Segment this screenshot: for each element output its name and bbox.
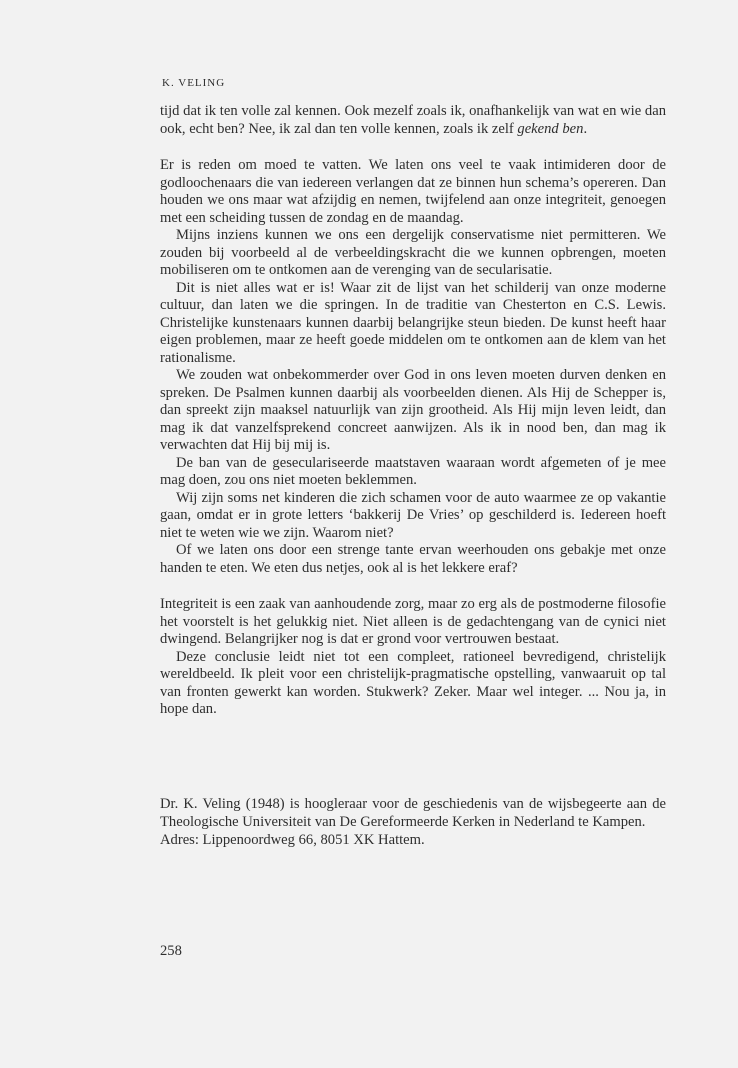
bio-text: Dr. K. Veling (1948) is hoogleraar voor de geschiedenis van de wijsbegeerte aan de Theologische Universiteit van De Gereformeerde Kerken in Nederland te Kampen.: [160, 796, 666, 830]
paragraph-2: Er is reden om moed te vatten. We laten ons veel te vaak intimideren door de godloochenaars die van iedereen verlangen dat ze binnen hun schema’s opereren. Dan houden we ons maar wat afzijdig en nemen, twijfelend aan onze integriteit, genoegen met een scheiding tussen de zondag en de maandag.: [160, 157, 666, 226]
paragraph-4: Dit is niet alles wat er is! Waar zit de lijst van het schilderij van onze moderne cultuur, dan laten we die springen. In de traditie van Chesterton en C.S. Lewis. Christelijke kunstenaars kunnen daarbij belangrijke steun bieden. De kunst heeft haar eigen problemen, maar ze heeft goede middelen om te ontkomen aan de klem van het rationalisme.: [160, 279, 666, 366]
page-number: 258: [160, 943, 182, 959]
paragraph-10: Deze conclusie leidt niet tot een compleet, rationeel bevredigend, christelijk wereldbeeld. Ik pleit voor een christelijk-pragmatische opstelling, vanwaaruit op tal van fronten gewerkt kan worden. Stukwerk? Zeker. Maar wel integer. ... Nou ja, in hope dan.: [160, 648, 666, 717]
section-gap: [160, 577, 666, 596]
section-gap: [160, 138, 666, 157]
author-bio: [160, 795, 666, 849]
article-body: [160, 103, 666, 719]
italic-phrase: gekend ben: [517, 120, 584, 137]
paragraph-1: tijd dat ik ten volle zal kennen. Ook mezelf zoals ik, onafhankelijk van wat en wie dan ook, echt ben? Nee, ik zal dan ten volle kennen, zoals ik zelf gekend ben.: [160, 103, 666, 137]
paragraph-9: Integriteit is een zaak van aanhoudende zorg, maar zo erg als de postmoderne filosofie het voorstelt is het gelukkig niet. Niet alleen is de gedachtengang van de cynici niet dwingend. Belangrijker nog is dat er grond voor vertrouwen bestaat.: [160, 596, 666, 647]
paragraph-7: Wij zijn soms net kinderen die zich schamen voor de auto waarmee ze op vakantie gaan, omdat er in grote letters ‘bakkerij De Vries’ op geschilderd is. Iedereen hoeft niet te weten wie we zijn. Waarom niet?: [160, 489, 666, 541]
paragraph-8: Of we laten ons door een strenge tante ervan weerhouden ons gebakje met onze handen te eten. We eten dus netjes, ook al is het lekkere eraf?: [160, 542, 666, 576]
running-head: K. VELING: [162, 77, 226, 89]
paragraph-6: De ban van de geseculariseerde maatstaven waaraan wordt afgemeten of je mee mag doen, zou ons niet moeten beklemmen.: [160, 454, 666, 488]
paragraph-3: Mijns inziens kunnen we ons een dergelijk conservatisme niet permitteren. We zouden bij voorbeeld al de verbeeldingskracht die we kunnen opbrengen, moeten mobiliseren om te ontkomen aan de verenging van de secularisatie.: [160, 227, 666, 278]
bio-address: Adres: Lippenoordweg 66, 8051 XK Hattem.: [160, 832, 425, 848]
paragraph-5: We zouden wat onbekommerder over God in ons leven moeten durven denken en spreken. De Psalmen kunnen daarbij als voorbeelden dienen. Als Hij de Schepper is, dan spreekt zijn maaksel natuurlijk van zijn grootheid. Als Hij mijn leven leidt, dan mag ik dat vanzelfsprekend concreet aanwijzen. Als ik in nood ben, dan mag ik verwachten dat Hij bij mij is.: [160, 367, 666, 453]
